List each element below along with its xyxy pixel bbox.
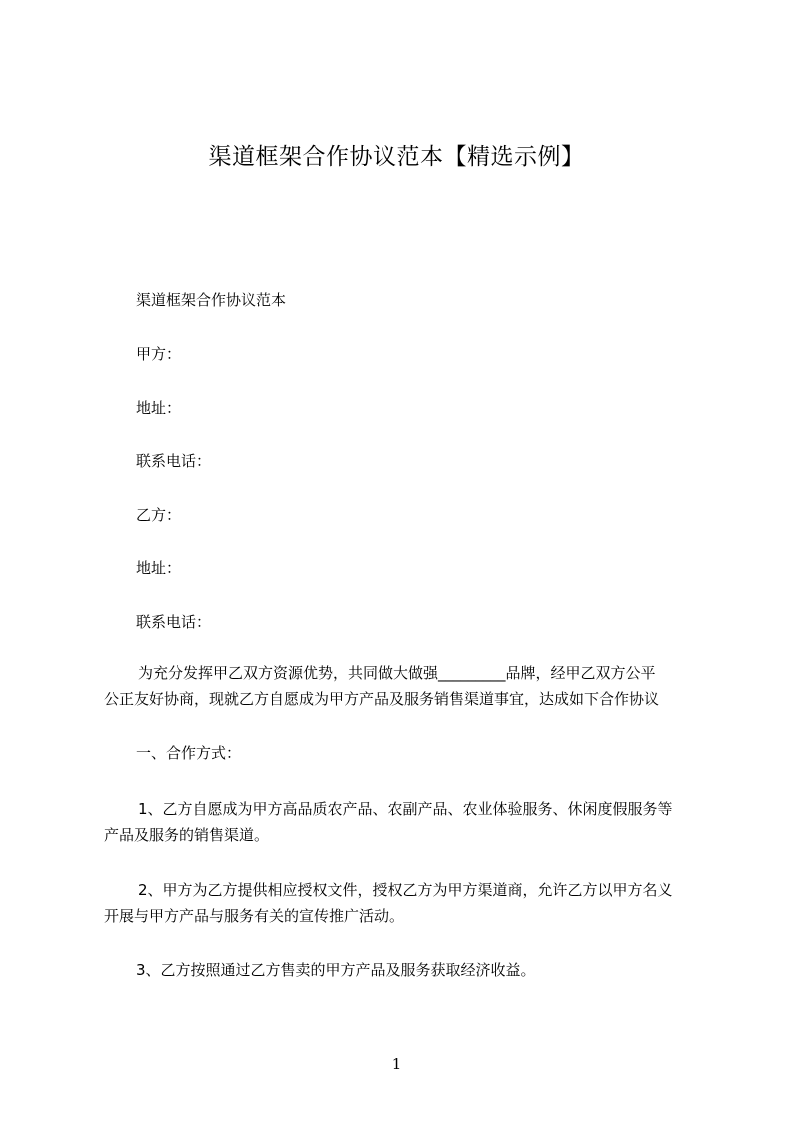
page-number: 1: [391, 1055, 402, 1073]
section-1-heading: 一、合作方式：: [136, 744, 242, 762]
clause-2-line-2: 开展与甲方产品与服务有关的宣传推广活动。: [104, 907, 405, 925]
agreement-subtitle: 渠道框架合作协议范本: [136, 291, 287, 309]
party-a-label: 甲方：: [136, 345, 182, 363]
party-b-address-label: 地址：: [136, 559, 182, 577]
party-a-address-label: 地址：: [136, 399, 182, 417]
clause-1-paragraph: [104, 796, 704, 848]
intro-line-2: 公正友好协商，现就乙方自愿成为甲方产品及服务销售渠道事宜，达成如下合作协议: [104, 690, 660, 708]
document-title: 渠道框架合作协议范本【精选示例】: [208, 144, 585, 170]
clause-1-line-2: 产品及服务的销售渠道。: [104, 826, 270, 844]
clause-1-line-1: 1、乙方自愿成为甲方高品质农产品、农副产品、农业体验服务、休闲度假服务等: [138, 800, 673, 818]
party-b-phone-label: 联系电话：: [136, 613, 212, 631]
clause-2-line-1: 2、甲方为乙方提供相应授权文件，授权乙方为甲方渠道商，允许乙方以甲方名义: [138, 881, 673, 899]
clause-2-paragraph: [104, 877, 704, 929]
party-a-phone-label: 联系电话：: [136, 452, 212, 470]
clause-3-line: 3、乙方按照通过乙方售卖的甲方产品及服务获取经济收益。: [136, 961, 536, 979]
party-b-label: 乙方：: [136, 506, 182, 524]
intro-line-1: 为充分发挥甲乙双方资源优势，共同做大做强_________品牌，经甲乙双方公平: [138, 664, 656, 682]
intro-paragraph: [104, 660, 704, 712]
